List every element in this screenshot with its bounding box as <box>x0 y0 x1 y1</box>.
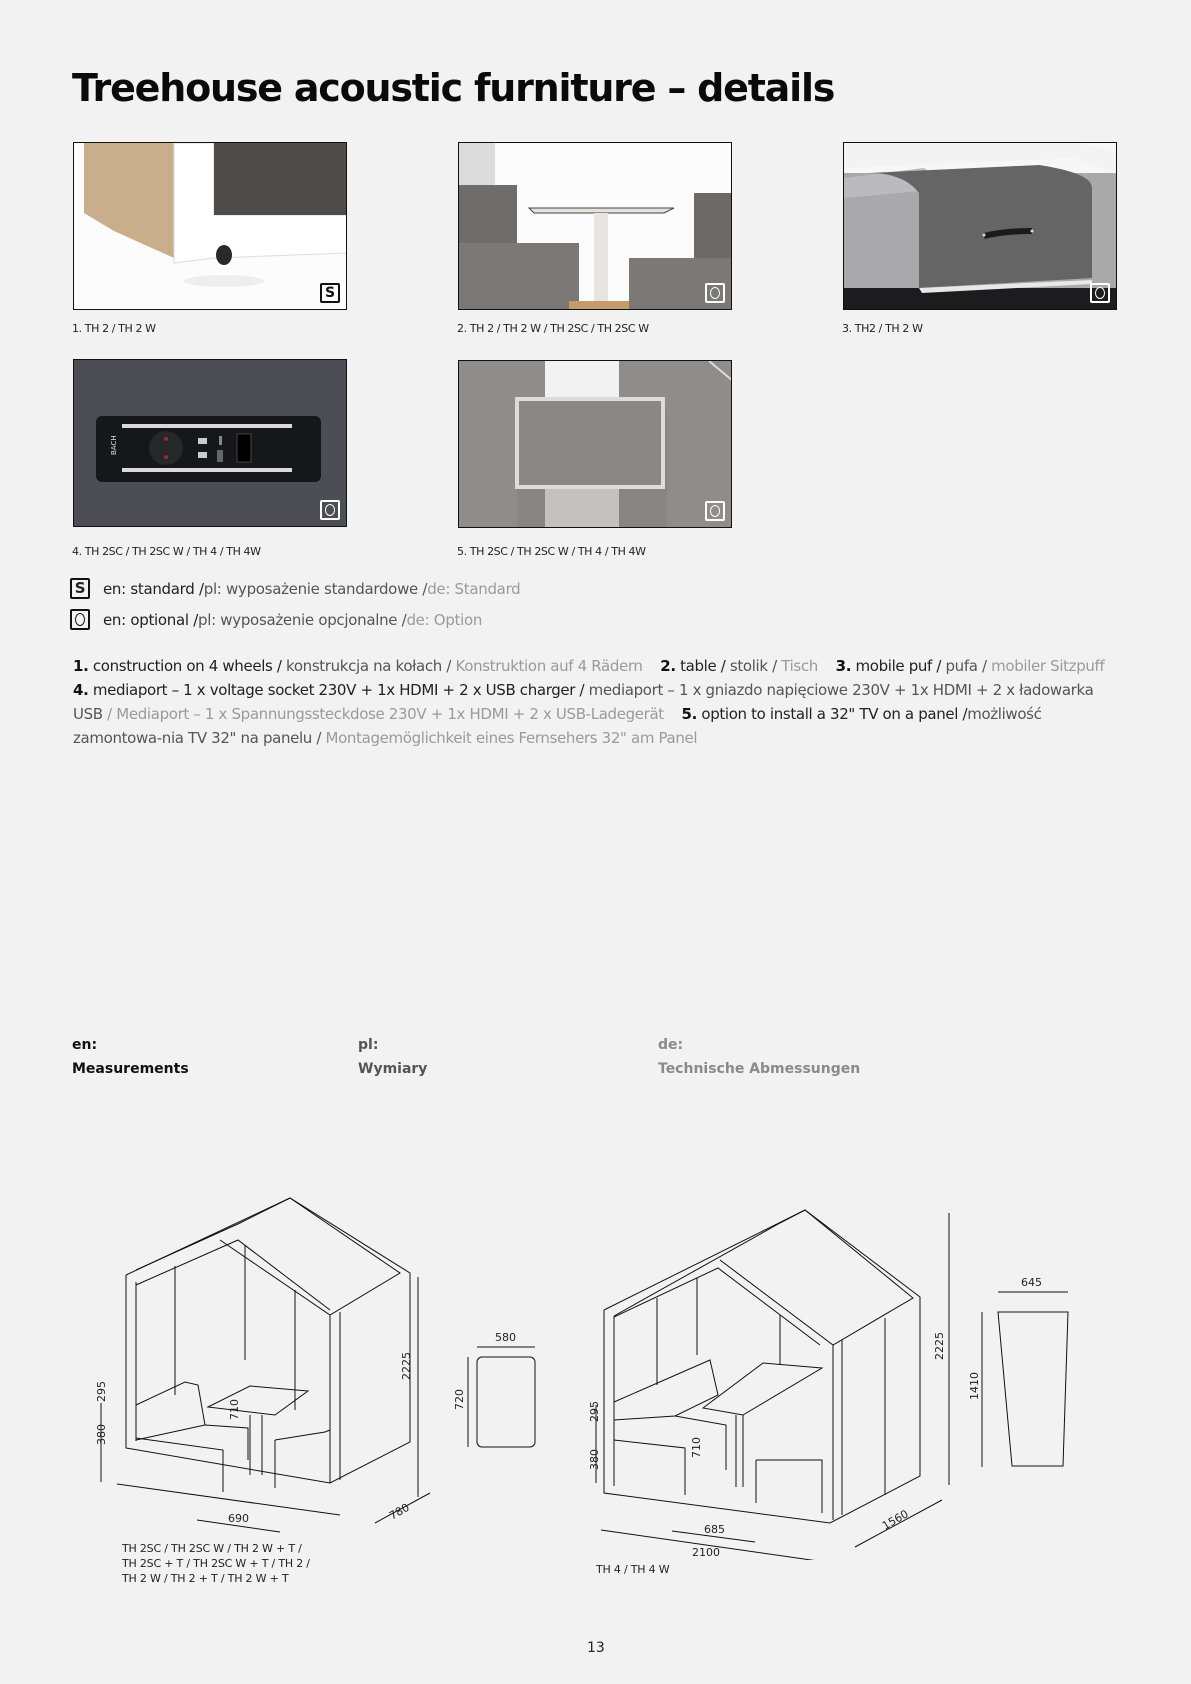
legend-standard-en: en: standard / <box>103 579 204 598</box>
svg-text:2100: 2100 <box>692 1546 720 1559</box>
svg-text:2225: 2225 <box>933 1332 946 1360</box>
svg-text:380: 380 <box>95 1424 108 1445</box>
puf-illustration <box>844 143 1117 310</box>
optional-badge <box>320 500 340 520</box>
description-3: 3. mobile puf / pufa / mobiler Sitzpuff <box>835 657 1105 675</box>
svg-text:720: 720 <box>453 1389 466 1410</box>
svg-text:295: 295 <box>95 1381 108 1402</box>
svg-text:780: 780 <box>387 1500 412 1523</box>
wheel-caster-illustration <box>74 143 347 310</box>
svg-text:1410: 1410 <box>968 1372 981 1400</box>
optional-badge <box>705 501 725 521</box>
photo-mediaport <box>73 359 347 527</box>
photo-caption-1: 1. TH 2 / TH 2 W <box>72 322 156 335</box>
svg-text:710: 710 <box>228 1399 241 1420</box>
diagram-th4-models: TH 4 / TH 4 W <box>596 1563 670 1576</box>
legend-optional <box>70 609 482 630</box>
diagram-th2-models: TH 2SC / TH 2SC W / TH 2 W + T / TH 2SC + T / TH 2SC W + T / TH 2 / TH 2 W / TH 2 + T / TH 2 W + T <box>122 1542 310 1585</box>
photo-mobile-puf <box>843 142 1117 310</box>
svg-text:380: 380 <box>588 1449 601 1470</box>
legend-standard <box>70 578 520 599</box>
svg-text:BACH: BACH <box>110 435 118 455</box>
standard-symbol-icon: S <box>70 578 90 599</box>
legend-optional-en: en: optional / <box>103 610 198 629</box>
description-1: 1. construction on 4 wheels / konstrukcja na kołach / Konstruktion auf 4 Rädern <box>73 657 643 675</box>
measurements-pl: pl: Wymiary <box>358 1037 428 1077</box>
page-number: 13 <box>587 1640 605 1656</box>
photo-caption-3: 3. TH2 / TH 2 W <box>842 322 923 335</box>
photo-caption-2: 2. TH 2 / TH 2 W / TH 2SC / TH 2SC W <box>457 322 649 335</box>
diagram-th2 <box>90 1170 560 1540</box>
legend-optional-pl: pl: wyposażenie opcjonalne / <box>197 610 407 629</box>
photo-wheel-detail <box>73 142 347 310</box>
svg-text:1560: 1560 <box>880 1507 911 1533</box>
page-title: Treehouse acoustic furniture – details <box>72 66 835 110</box>
mediaport-illustration <box>74 360 347 527</box>
description-5: 5. option to install a 32" TV on a panel /możliwość zamontowa-nia TV 32" na panelu / Montagemöglichkeit eines Fernsehers 32" am Panel <box>73 705 1042 747</box>
optional-badge <box>705 283 725 303</box>
svg-text:690: 690 <box>228 1512 249 1525</box>
table-seats-illustration <box>459 143 732 310</box>
description-4: 4. mediaport – 1 x voltage socket 230V + 1x HDMI + 2 x USB charger / mediaport – 1 x gniazdo napięciowe 230V + 1x HDMI + 2 x ładowarka USB / Mediaport – 1 x Spannungssteckdose 230V + 1x HDMI + 2 x USB-Ladegerät <box>73 681 1094 723</box>
standard-badge: S <box>320 283 340 303</box>
measurements-en: en: Measurements <box>72 1037 189 1077</box>
description-2: 2. table / stolik / Tisch <box>660 657 818 675</box>
legend-standard-de: de: Standard <box>427 579 521 598</box>
legend-standard-pl: pl: wyposażenie standardowe / <box>203 579 428 598</box>
svg-text:2225: 2225 <box>400 1352 413 1380</box>
measurements-de: de: Technische Abmessungen <box>658 1037 861 1077</box>
tv-panel-illustration <box>459 361 732 528</box>
svg-text:295: 295 <box>588 1401 601 1422</box>
feature-descriptions <box>73 654 1123 750</box>
photo-caption-5: 5. TH 2SC / TH 2SC W / TH 4 / TH 4W <box>457 545 646 558</box>
svg-text:580: 580 <box>495 1331 516 1344</box>
svg-text:645: 645 <box>1021 1276 1042 1289</box>
photo-tv-panel <box>458 360 732 528</box>
photo-caption-4: 4. TH 2SC / TH 2SC W / TH 4 / TH 4W <box>72 545 261 558</box>
diagram-th4 <box>580 1190 1100 1560</box>
svg-text:685: 685 <box>704 1523 725 1536</box>
optional-symbol-icon <box>70 609 90 630</box>
optional-badge <box>1090 283 1110 303</box>
svg-text:710: 710 <box>690 1437 703 1458</box>
photo-table <box>458 142 732 310</box>
legend-optional-de: de: Option <box>406 610 483 629</box>
